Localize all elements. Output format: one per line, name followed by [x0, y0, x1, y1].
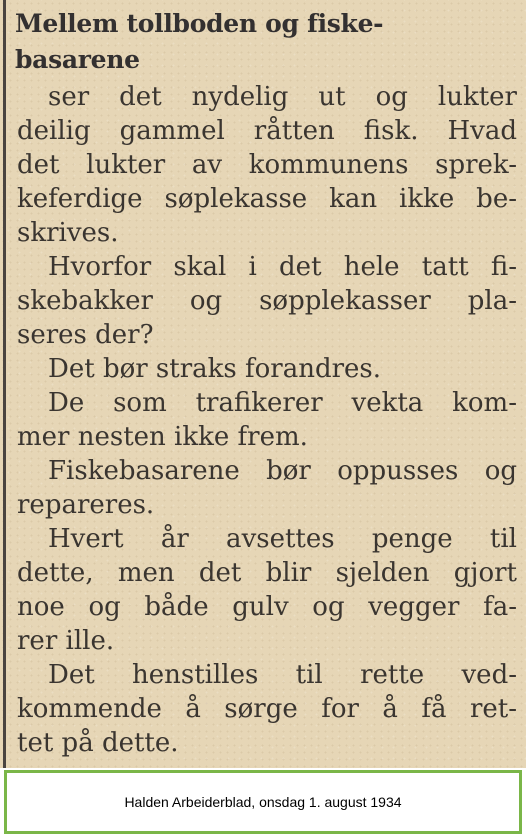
article-headline: [15, 6, 515, 78]
body-line: Fiskebasarene bør oppusses og: [48, 456, 517, 486]
article-body: [17, 80, 517, 760]
body-line: kommende å sørge for å få ret-: [17, 694, 517, 724]
body-line: Det henstilles til rette ved-: [48, 660, 517, 690]
column-rule: [3, 0, 6, 768]
body-line: deilig gammel råtten fisk. Hvad: [17, 116, 517, 146]
source-caption: Halden Arbeiderblad, onsdag 1. august 1934: [124, 794, 402, 810]
body-line: keferdige søplekasse kan ikke be-: [17, 184, 517, 214]
body-line: ser det nydelig ut og lukter: [48, 82, 517, 112]
body-line: seres der?: [17, 320, 154, 350]
body-line: Hvorfor skal i det hele tatt fi-: [48, 252, 517, 282]
body-line: dette, men det blir sjelden gjort: [17, 558, 517, 588]
body-line: tet på dette.: [17, 728, 179, 758]
body-line: skrives.: [17, 218, 119, 248]
headline-line: Mellem tollboden og fiske-: [15, 9, 384, 38]
headline-line: basarene: [15, 45, 140, 74]
body-line: skebakker og søpplekasser pla-: [17, 286, 517, 316]
body-line: rer ille.: [17, 626, 115, 656]
body-line: De som trafikerer vekta kom-: [48, 388, 517, 418]
body-line: det lukter av kommunens sprek-: [17, 150, 517, 180]
body-line: Det bør straks forandres.: [48, 354, 382, 384]
body-line: mer nesten ikke frem.: [17, 422, 308, 452]
body-line: repareres.: [17, 490, 155, 520]
body-line: noe og både gulv og vegger fa-: [17, 592, 517, 622]
source-caption-box: [4, 770, 522, 834]
body-line: Hvert år avsettes penge til: [48, 524, 517, 554]
